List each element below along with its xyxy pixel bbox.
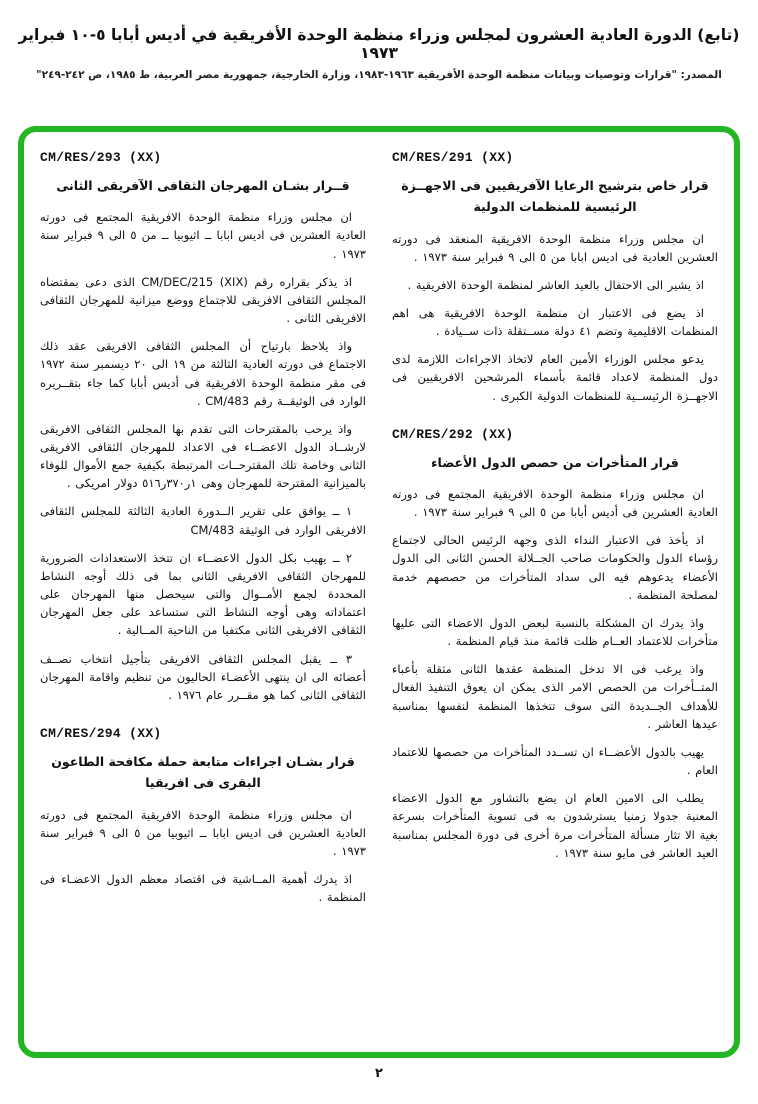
header-source-line: المصدر: "قرارات وتوصيات وبيانات منظمة الوحدة الأفريقية ١٩٦٣-١٩٨٣، وزارة الخارجية، جمهورية مصر العربية، ط ١٩٨٥، ص ٢٤٢-٢٤٩" [36, 69, 722, 81]
resolution-294-paragraph: اذ يدرك أهمية المــاشية فى اقتصاد معظم الدول الاعضـاء فى المنظمة . [40, 871, 366, 905]
resolution-293-paragraph: ان مجلس وزراء منظمة الوحدة الافريقية المجتمع فى دورته العادية العشرين فى اديس ابابا ــ اثيوبيا ــ من ٥ الى ٩ فبراير سنة ١٩٧٣ . [40, 210, 366, 261]
resolution-292-paragraph: يطلب الى الامين العام ان يضع بالتشاور مع الدول الاعضاء المعنية جدولا زمنيا يسترشدون به فى تسوية المتأخرات بسرعة بغية الا تثار مسألة المتأخرات مرة أخرى فى دورة المجلس بمناسبة العيد العاشر فى مايو سنة ١٩٧٣ . [392, 791, 718, 860]
resolution-291-paragraph: يدعو مجلس الوزراء الأمين العام لاتخاذ الاجراءات اللازمة لدى دول المنظمة لاعداد قائمة بأسماء المرشحين الافريقيين فى الاجهــزة الرئيســية للمنظمات الدولية الكبرى . [392, 352, 718, 403]
resolution-291-paragraph: اذ يضع فى الاعتبار ان منظمة الوحدة الافريقية هى اهم المنظمات الاقليمية وتضم ٤١ دولة مســتقلة ذات ســيادة . [392, 305, 718, 339]
resolution-292-paragraph: يهيب بالدول الأعضــاء ان تســدد المتأخرات من حصصها للاعتماد العام . [392, 744, 718, 778]
two-column-layout [40, 150, 718, 1040]
resolution-292-paragraph: اذ يأخذ فى الاعتبار النداء الذى وجهه الرئيس الحالى لاجتماع رؤساء الدول والحكومات صاحب الجــلالة الحسن الثانى الى الدول الأعضاء يدعوهم فيه الى سداد المتأخرات من حصصهم خدمة لمصلحة المنظمة . [392, 533, 718, 602]
resolution-292-paragraph: واذ يرغب فى الا تدخل المنظمة عقدها الثانى مثقلة بأعباء المتــأخرات من الحصص الامر الذى يمكن ان يعوق التنفيذ الفعال للأهداف الجــديدة التى سوف تتخذها المنظمة لنفسها بمناسبة عيدها العاشر . [392, 662, 718, 731]
resolution-291-code: CM/RES/291 (XX) [392, 150, 514, 165]
resolution-293-clause-1: ١ ــ يوافق على تقرير الــدورة العادية الثالثة للمجلس الثقافى الافريقى الوارد فى الوثيقة CM/483 [40, 504, 366, 537]
resolution-292-title: قرار المتأخرات من حصص الدول الأعضاء [431, 454, 679, 470]
page-number: ٢ [375, 1066, 383, 1081]
resolution-293 [40, 150, 366, 704]
resolution-292 [392, 427, 718, 862]
resolution-294-code: CM/RES/294 (XX) [40, 726, 162, 741]
resolution-292-code: CM/RES/292 (XX) [392, 426, 514, 442]
resolution-294-title: قرار بشـان اجراءات متابعة حملة مكافحة الطاعون البقرى فى افريقيا [51, 754, 355, 791]
resolution-291-title: قرار خاص بترشيح الرعايا الآفريقيين فى الاجهــزة الرئيسية للمنظمات الدولية [401, 178, 709, 215]
page-header [0, 26, 758, 81]
resolution-294-paragraph: ان مجلس وزراء منظمة الوحدة الافريقية المجتمع فى دورته العادية العشرين فى اديس ابابا ــ اثيوبيا من ٥ الى ٩ فبراير سنة ١٩٧٣ . [40, 807, 366, 858]
resolution-291 [392, 150, 718, 405]
column-left [40, 150, 366, 1040]
resolution-293-paragraph: واذ يرحب بالمقترحات التى تقدم بها المجلس الثقافى الافريقى لارشــاد الدول الاعضــاء فى الاعداد للمهرجان الثقافى الافريقى الثانى وخاصة تلك المقترحــات المرتبطة بكيفية جمع الأموال للوفاء بالميزانية المقترحة للمهرجان وهى ١ر٣٧٠ر٥١٦ دولار امريكى . [40, 421, 366, 491]
resolution-292-paragraph: ان مجلس وزراء منظمة الوحدة الافريقية المجتمع فى دورته العادية العشرين فى أديس أبابا من ٥ الى ٩ فبراير سنة ١٩٧٣ . [392, 487, 718, 520]
resolution-293-code: CM/RES/293 (XX) [40, 150, 162, 165]
header-session-line: (تابع) الدورة العادية العشرون لمجلس وزراء منظمة الوحدة الأفريقية في أديس أبابا ٥-١٠ فبراير ١٩٧٣ [18, 26, 740, 62]
resolution-293-paragraph: اذ يذكر بقراره رقم CM/DEC/215 (XIX) الذى دعى بمقتضاه المجلس الثقافى الافريقى للاجتماع ووضع ميزانية للمهرجان الثقافى الافريقى الثانى . [40, 274, 366, 326]
column-right [392, 150, 718, 1040]
resolution-293-title: قــرار بشـان المهرجان الثقافى الآفريقى الثانى [56, 178, 350, 193]
resolution-293-paragraph: واذ يلاحظ بارتياح أن المجلس الثقافى الافريقى عقد ذلك الاجتماع فى دورته العادية الثالثة من ١٩ الى ٢٠ ديسمبر سنة ١٩٧٢ فى مقر منظمة الوحدة الافريقية فى أديس أبابا كما جاء بتقــريره الوارد فى الوثيقــة رقم CM/483 . [40, 339, 366, 408]
resolution-293-clause-3: ٣ ــ يقبل المجلس الثقافى الافريقى بتأجيل انتخاب نصــف أعضائه الى ان ينتهى الأعضـاء الحاليون من تنظيم واقامة المهرجان الثقافى الثانى كما هو مقــرر عام ١٩٧٦ . [40, 651, 366, 702]
resolution-291-paragraph: ان مجلس وزراء منظمة الوحدة الافريقية المنعقد فى دورته العشرين العادية فى اديس ابابا من ٥ الى ٩ فبراير سنة ١٩٧٣ . [392, 231, 718, 264]
resolution-291-paragraph: اذ يشير الى الاحتفال بالعيد العاشر لمنظمة الوحدة الافريقية . [407, 277, 704, 292]
resolution-294 [40, 726, 366, 906]
resolution-293-clause-2: ٢ ــ يهيب بكل الدول الاعضــاء ان تتخذ الاستعدادات الضرورية للمهرجان الثقافى الافريقى الثانى بما فى ذلك أوجه النشاط المحددة لجمع الأمــوال والتى سيحصل منها المهرجان على اعتماداته وهى أوجه النشاط التى ستساعد على جعل المهرجان الثقافى الافريقى الثانى مكتفيا من الناحية المــالية . [40, 550, 366, 638]
green-frame [18, 126, 740, 1058]
resolution-292-paragraph: واذ يدرك ان المشكلة بالنسبة لبعض الدول الاعضاء التى عليها متأخرات للاعتماد العــام ظلت قائمة منذ قيام المنظمة . [392, 615, 718, 649]
